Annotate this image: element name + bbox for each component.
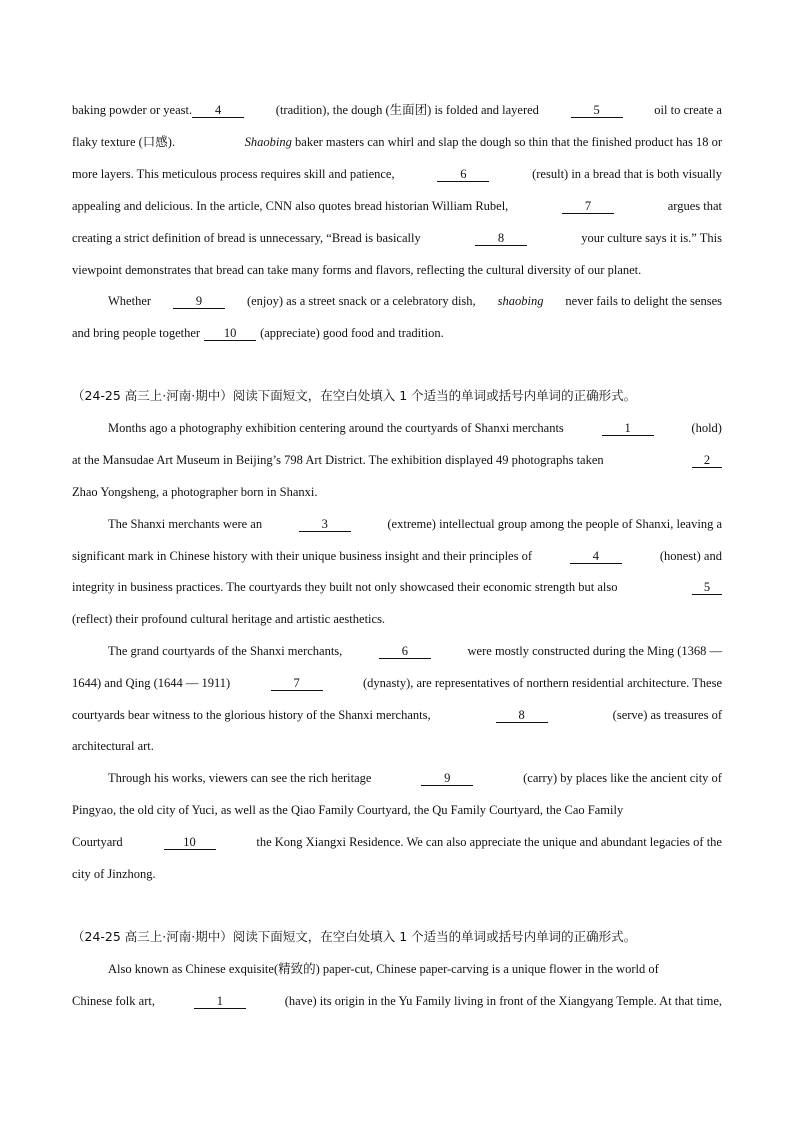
passage2-line-13: Pingyao, the old city of Yuci, as well as the Qiao Family Courtyard, the Qu Family Courtyard, the Cao Family [72, 803, 624, 817]
passage2-line-10: courtyards bear witness to the glorious history of the Shanxi merchants, 8 (serve) as treasures of [72, 708, 722, 722]
blank-9[interactable]: 9 [173, 294, 225, 309]
blank-4[interactable]: 4 [192, 103, 244, 118]
section-heading-3: （24-25 高三上·河南·期中）阅读下面短文，在空白处填入 1 个适当的单词或括号内单词的正确形式。 [72, 929, 637, 944]
blank-5[interactable]: 5 [692, 580, 722, 595]
blank-1[interactable]: 1 [602, 421, 654, 436]
section-heading-2: （24-25 高三上·河南·期中）阅读下面短文，在空白处填入 1 个适当的单词或括号内单词的正确形式。 [72, 388, 637, 403]
passage2-line-8: The grand courtyards of the Shanxi merchants, 6 were mostly constructed during the Ming (1368 — [108, 644, 722, 658]
passage1-line-7: Whether 9 (enjoy) as a street snack or a celebratory dish, shaobing never fails to delight the senses [108, 294, 722, 308]
passage1-line-1: baking powder or yeast. 4 (tradition), the dough (生面团) is folded and layered 5 oil to create a [72, 103, 722, 117]
blank-10[interactable]: 10 [164, 835, 216, 850]
blank-6[interactable]: 6 [437, 167, 489, 182]
passage2-line-5: significant mark in Chinese history with their unique business insight and their principles of 4 (honest) and [72, 549, 722, 563]
passage1-line-2: flaky texture (口感). Shaobing baker masters can whirl and slap the dough so thin that the finished product has 18 or [72, 135, 722, 149]
blank-7[interactable]: 7 [562, 199, 614, 214]
blank-6[interactable]: 6 [379, 644, 431, 659]
passage3-line-2: Chinese folk art, 1 (have) its origin in the Yu Family living in front of the Xiangyang Temple. At that time, [72, 994, 722, 1008]
blank-1[interactable]: 1 [194, 994, 246, 1009]
passage2-line-11: architectural art. [72, 739, 154, 753]
passage2-line-7: (reflect) their profound cultural heritage and artistic aesthetics. [72, 612, 386, 626]
blank-10[interactable]: 10 [204, 326, 256, 341]
passage2-line-1: Months ago a photography exhibition centering around the courtyards of Shanxi merchants 1 (hold) [108, 421, 722, 435]
passage3-line-1: Also known as Chinese exquisite(精致的) paper-cut, Chinese paper-carving is a unique flower in the world of [108, 962, 659, 976]
blank-3[interactable]: 3 [299, 517, 351, 532]
blank-5[interactable]: 5 [571, 103, 623, 118]
passage2-line-15: city of Jinzhong. [72, 867, 156, 881]
blank-2[interactable]: 2 [692, 453, 722, 468]
passage2-line-3: Zhao Yongsheng, a photographer born in Shanxi. [72, 485, 318, 499]
blank-7[interactable]: 7 [271, 676, 323, 691]
passage1-line-4: appealing and delicious. In the article, CNN also quotes bread historian William Rubel, 7 argues that [72, 199, 722, 213]
passage2-line-12: Through his works, viewers can see the rich heritage 9 (carry) by places like the ancient city of [108, 771, 722, 785]
passage2-line-4: The Shanxi merchants were an 3 (extreme) intellectual group among the people of Shanxi, leaving a [108, 517, 722, 531]
passage2-line-14: Courtyard 10 the Kong Xiangxi Residence. We can also appreciate the unique and abundant legacies of the [72, 835, 722, 849]
passage1-line-3: more layers. This meticulous process requires skill and patience, 6 (result) in a bread that is both visually [72, 167, 722, 181]
blank-4[interactable]: 4 [570, 549, 622, 564]
passage1-line-6: viewpoint demonstrates that bread can take many forms and flavors, reflecting the cultural diversity of our planet. [72, 263, 642, 277]
passage2-line-9: 1644) and Qing (1644 — 1911) 7 (dynasty), are representatives of northern residential architecture. These [72, 676, 722, 690]
passage1-line-5: creating a strict definition of bread is unnecessary, “Bread is basically 8 your culture says it is.” This [72, 231, 722, 245]
passage1-line-8: and bring people together 10 (appreciate) good food and tradition. [72, 326, 444, 340]
blank-9[interactable]: 9 [421, 771, 473, 786]
passage2-line-2: at the Mansudae Art Museum in Beijing’s 798 Art District. The exhibition displayed 49 photographs taken 2 [72, 450, 722, 470]
blank-8[interactable]: 8 [475, 231, 527, 246]
passage2-line-6: integrity in business practices. The courtyards they built not only showcased their economic strength but also 5 [72, 577, 722, 597]
blank-8[interactable]: 8 [496, 708, 548, 723]
